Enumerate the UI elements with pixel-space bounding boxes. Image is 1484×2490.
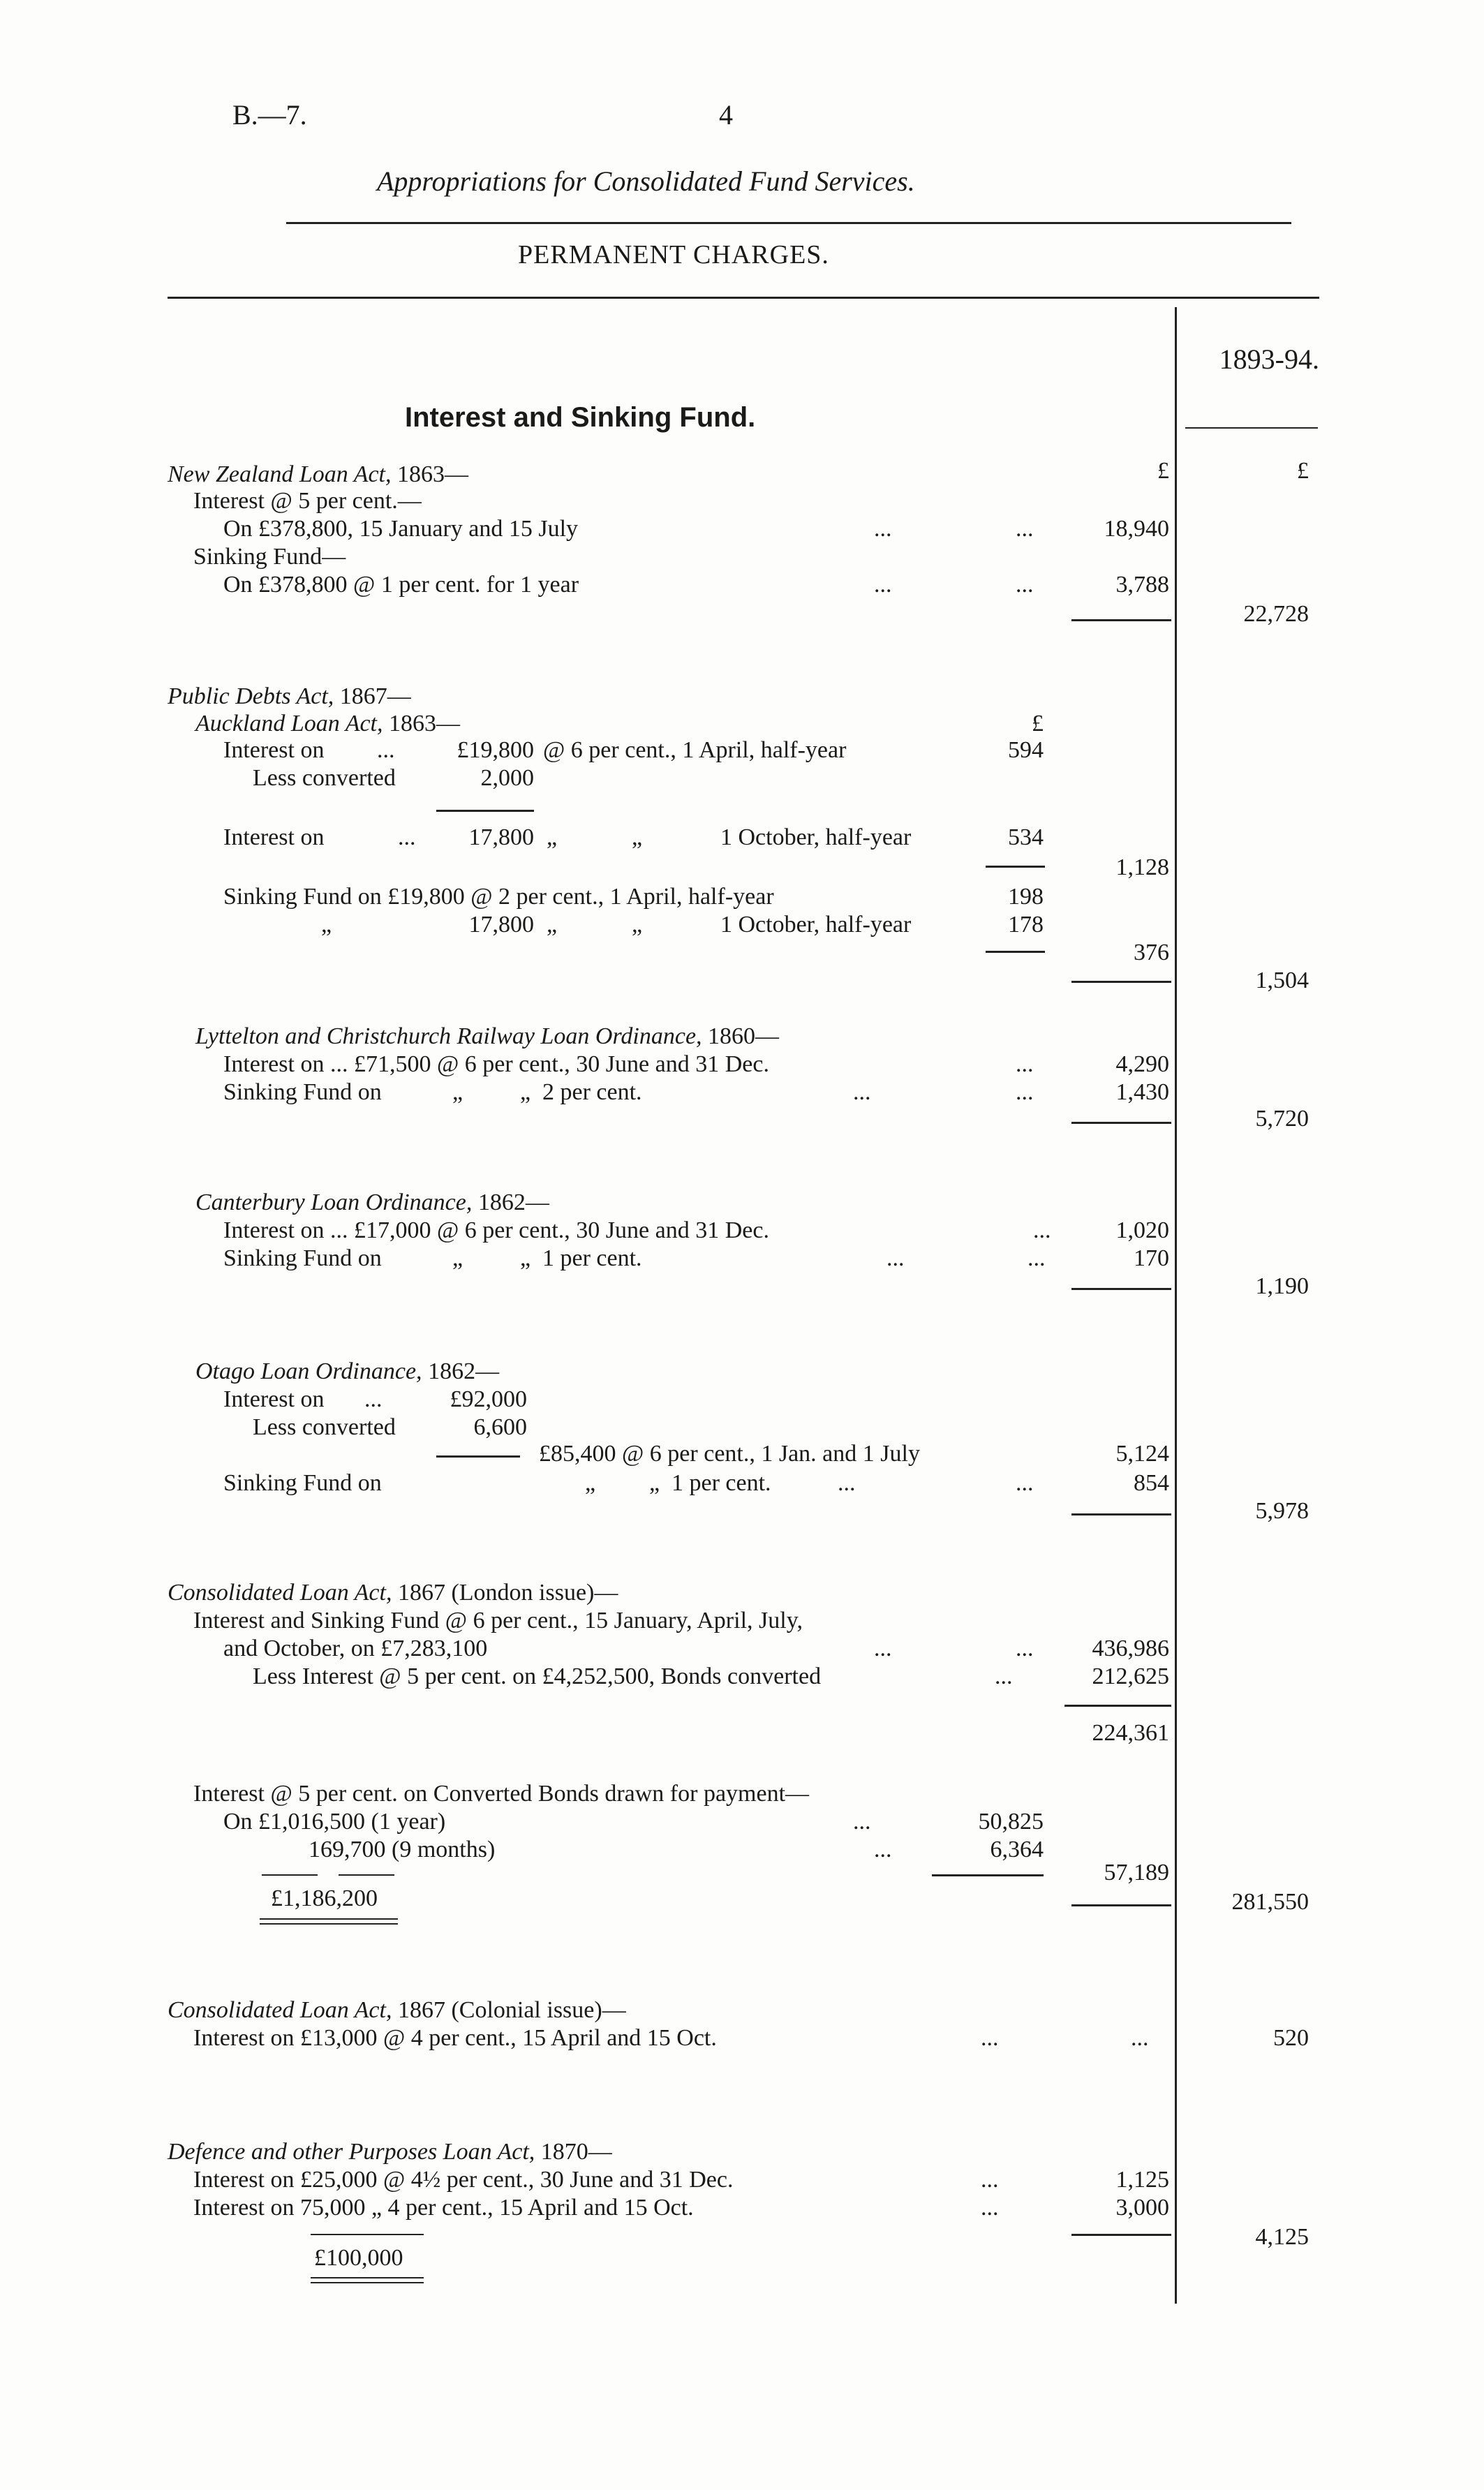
act-name: Public Debts Act,	[168, 683, 334, 709]
line-label: Interest on	[223, 737, 325, 763]
act-title	[195, 1358, 499, 1386]
act-name: New Zealand Loan Act,	[168, 461, 392, 487]
amount: 6,364	[990, 1837, 1044, 1862]
act-name: Otago Loan Ordinance,	[195, 1358, 422, 1384]
rate-text: 1 per cent.	[671, 1470, 771, 1496]
principal-amount: £92,000	[450, 1386, 527, 1412]
ditto-mark: „	[321, 912, 332, 938]
act-title	[195, 1189, 549, 1217]
act-year: 1867 (Colonial issue)—	[397, 1997, 626, 2023]
amount: 50,825	[978, 1809, 1044, 1835]
line-heading: Interest @ 5 per cent. on Converted Bonds drawn for payment—	[193, 1781, 810, 1807]
ditto-mark: „	[520, 1245, 531, 1271]
leader-dots: ...	[874, 516, 892, 542]
amount: 18,940	[1104, 516, 1169, 542]
leader-dots: ...	[853, 1809, 871, 1835]
leader-dots: ...	[1033, 1217, 1051, 1243]
column-divider	[1175, 307, 1177, 2304]
act-title	[168, 1579, 618, 1607]
document-reference: B.—7.	[232, 99, 307, 131]
line-text: Interest on £13,000 @ 4 per cent., 15 April and 15 Oct.	[193, 2025, 717, 2051]
sum-rule	[986, 866, 1045, 868]
act-year: 1863—	[389, 711, 460, 736]
leader-dots: ...	[1016, 1470, 1034, 1496]
leader-dots: ...	[981, 2195, 999, 2221]
ditto-mark: „	[520, 1079, 531, 1105]
leader-dots: ...	[874, 1837, 892, 1862]
year-total: 22,728	[1243, 601, 1309, 627]
amount: 436,986	[1092, 1636, 1169, 1661]
act-year: 1863—	[397, 461, 468, 487]
amount: 3,000	[1115, 2195, 1169, 2221]
sum-rule	[1071, 981, 1171, 983]
act-year: 1860—	[708, 1023, 780, 1049]
sum-rule	[1071, 1288, 1171, 1290]
line-label: Interest on	[223, 1386, 325, 1412]
leader-dots: ...	[838, 1470, 856, 1496]
leader-dots: ...	[886, 1245, 905, 1271]
sum-rule	[339, 1874, 394, 1876]
rate-text: 1 October, half-year	[720, 912, 912, 938]
line-label: Sinking Fund on	[223, 1245, 382, 1271]
rate-text: 2 per cent.	[542, 1079, 642, 1105]
act-title	[168, 683, 411, 711]
principal-amount: 17,800	[468, 824, 534, 850]
principal-total: £1,186,200	[271, 1885, 378, 1911]
amount: 376	[1134, 940, 1169, 965]
line-text: Interest and Sinking Fund @ 6 per cent., 15 January, April, July,	[193, 1608, 803, 1633]
year-total: 5,720	[1255, 1106, 1309, 1132]
year-total: 4,125	[1255, 2224, 1309, 2250]
sum-rule	[262, 1874, 318, 1876]
amount: 198	[1008, 884, 1044, 910]
leader-dots: ...	[981, 2025, 999, 2051]
line-text: Less Interest @ 5 per cent. on £4,252,500, Bonds converted	[253, 1663, 822, 1689]
ditto-mark: „	[649, 1470, 660, 1496]
ditto-mark: „	[632, 824, 643, 850]
sum-rule	[986, 951, 1045, 953]
act-year: 1867 (London issue)—	[397, 1580, 618, 1606]
rate-text: @ 6 per cent., 1 April, half-year	[543, 737, 847, 763]
line-text: On £1,016,500 (1 year)	[223, 1809, 446, 1835]
leader-dots: ...	[1016, 516, 1034, 542]
principal-amount: £19,800	[457, 737, 534, 763]
year-heading: 1893-94.	[1219, 343, 1319, 375]
double-rule	[311, 2277, 424, 2283]
divider	[168, 297, 1319, 299]
line-heading: Sinking Fund—	[193, 544, 346, 570]
section-heading: Interest and Sinking Fund.	[405, 402, 756, 433]
pound-sign: £	[1157, 458, 1169, 484]
amount: 1,430	[1115, 1079, 1169, 1105]
leader-dots: ...	[874, 572, 892, 598]
leader-dots: ...	[1016, 1636, 1034, 1661]
page-number: 4	[719, 99, 733, 131]
leader-dots: ...	[1131, 2025, 1149, 2051]
page-subtitle: PERMANENT CHARGES.	[518, 240, 829, 269]
leader-dots: ...	[1016, 1051, 1034, 1077]
leader-dots: ...	[377, 737, 395, 763]
act-name: Defence and other Purposes Loan Act,	[168, 2139, 535, 2165]
act-title	[195, 1023, 779, 1051]
line-text: Sinking Fund on £19,800 @ 2 per cent., 1 April, half-year	[223, 884, 774, 910]
act-year: 1870—	[540, 2139, 612, 2165]
leader-dots: ...	[1016, 572, 1034, 598]
line-text: £85,400 @ 6 per cent., 1 Jan. and 1 July	[539, 1441, 920, 1467]
line-label: Sinking Fund on	[223, 1079, 382, 1105]
act-name: Consolidated Loan Act,	[168, 1580, 392, 1606]
double-rule	[260, 1918, 398, 1925]
line-text: Interest on 75,000 „ 4 per cent., 15 April and 15 Oct.	[193, 2195, 694, 2221]
leader-dots: ...	[981, 2167, 999, 2193]
divider	[1185, 427, 1318, 429]
line-label: Less converted	[253, 765, 396, 791]
line-text: On £378,800, 15 January and 15 July	[223, 516, 579, 542]
amount: 1,128	[1115, 854, 1169, 880]
sum-rule	[1071, 619, 1171, 621]
sum-rule	[1071, 1904, 1171, 1906]
line-text: Interest on ... £71,500 @ 6 per cent., 30 June and 31 Dec.	[223, 1051, 769, 1077]
ditto-mark: „	[452, 1079, 463, 1105]
leader-dots: ...	[853, 1079, 871, 1105]
year-total: 1,504	[1255, 968, 1309, 993]
year-total: 5,978	[1255, 1498, 1309, 1524]
sum-rule	[1071, 1122, 1171, 1124]
principal-amount: 2,000	[480, 765, 534, 791]
sum-rule	[1071, 2234, 1171, 2236]
leader-dots: ...	[398, 824, 416, 850]
amount: 1,125	[1115, 2167, 1169, 2193]
leader-dots: ...	[364, 1386, 383, 1412]
leader-dots: ...	[1016, 1079, 1034, 1105]
line-label: Less converted	[253, 1414, 396, 1440]
principal-amount: 17,800	[468, 912, 534, 938]
ditto-mark: „	[547, 912, 558, 938]
pound-sign: £	[1297, 458, 1309, 484]
year-total: 520	[1273, 2025, 1309, 2051]
page-title: Appropriations for Consolidated Fund Services.	[377, 165, 915, 197]
amount: 212,625	[1092, 1663, 1169, 1689]
rate-text: 1 per cent.	[542, 1245, 642, 1271]
line-label: Interest on	[223, 824, 325, 850]
leader-dots: ...	[995, 1663, 1013, 1689]
ditto-mark: „	[632, 912, 643, 938]
ditto-mark: „	[452, 1245, 463, 1271]
amount: 594	[1008, 737, 1044, 763]
amount: 5,124	[1115, 1441, 1169, 1467]
act-name: Consolidated Loan Act,	[168, 1997, 392, 2023]
amount: 534	[1008, 824, 1044, 850]
amount: 57,189	[1104, 1860, 1169, 1885]
rate-text: 1 October, half-year	[720, 824, 912, 850]
sum-rule	[1064, 1705, 1171, 1707]
year-total: 281,550	[1231, 1889, 1309, 1915]
act-title	[168, 2138, 612, 2166]
ditto-mark: „	[547, 824, 558, 850]
act-name: Auckland Loan Act,	[195, 711, 383, 736]
act-title	[168, 1996, 626, 2024]
amount: 178	[1008, 912, 1044, 938]
amount: 3,788	[1115, 572, 1169, 598]
line-text: On £378,800 @ 1 per cent. for 1 year	[223, 572, 579, 598]
leader-dots: ...	[1027, 1245, 1046, 1271]
amount: 4,290	[1115, 1051, 1169, 1077]
sum-rule	[1071, 1513, 1171, 1516]
act-year: 1867—	[339, 683, 411, 709]
line-label: Sinking Fund on	[223, 1470, 382, 1496]
line-text: Interest on ... £17,000 @ 6 per cent., 30 June and 31 Dec.	[223, 1217, 769, 1243]
principal-amount: 6,600	[473, 1414, 527, 1440]
amount: 1,020	[1115, 1217, 1169, 1243]
line-text: Interest on £25,000 @ 4½ per cent., 30 June and 31 Dec.	[193, 2167, 734, 2193]
sum-rule	[436, 1455, 520, 1458]
amount: 170	[1134, 1245, 1169, 1271]
act-year: 1862—	[477, 1190, 549, 1215]
line-text: and October, on £7,283,100	[223, 1636, 488, 1661]
act-name: Canterbury Loan Ordinance,	[195, 1190, 473, 1215]
act-year: 1862—	[428, 1358, 500, 1384]
sum-rule	[932, 1874, 1044, 1876]
leader-dots: ...	[874, 1636, 892, 1661]
sum-rule	[311, 2234, 424, 2235]
year-total: 1,190	[1255, 1273, 1309, 1299]
line-heading: Interest @ 5 per cent.—	[193, 488, 422, 514]
act-title	[168, 461, 468, 489]
principal-total: £100,000	[314, 2245, 403, 2271]
act-name: Lyttelton and Christchurch Railway Loan Ordinance,	[195, 1023, 702, 1049]
sum-rule	[436, 810, 534, 812]
line-text: 169,700 (9 months)	[309, 1837, 496, 1862]
amount: 854	[1134, 1470, 1169, 1496]
pound-sign: £	[1032, 711, 1044, 736]
ditto-mark: „	[585, 1470, 596, 1496]
sub-act-title	[195, 710, 460, 738]
amount: 224,361	[1092, 1720, 1169, 1746]
divider	[286, 222, 1291, 224]
